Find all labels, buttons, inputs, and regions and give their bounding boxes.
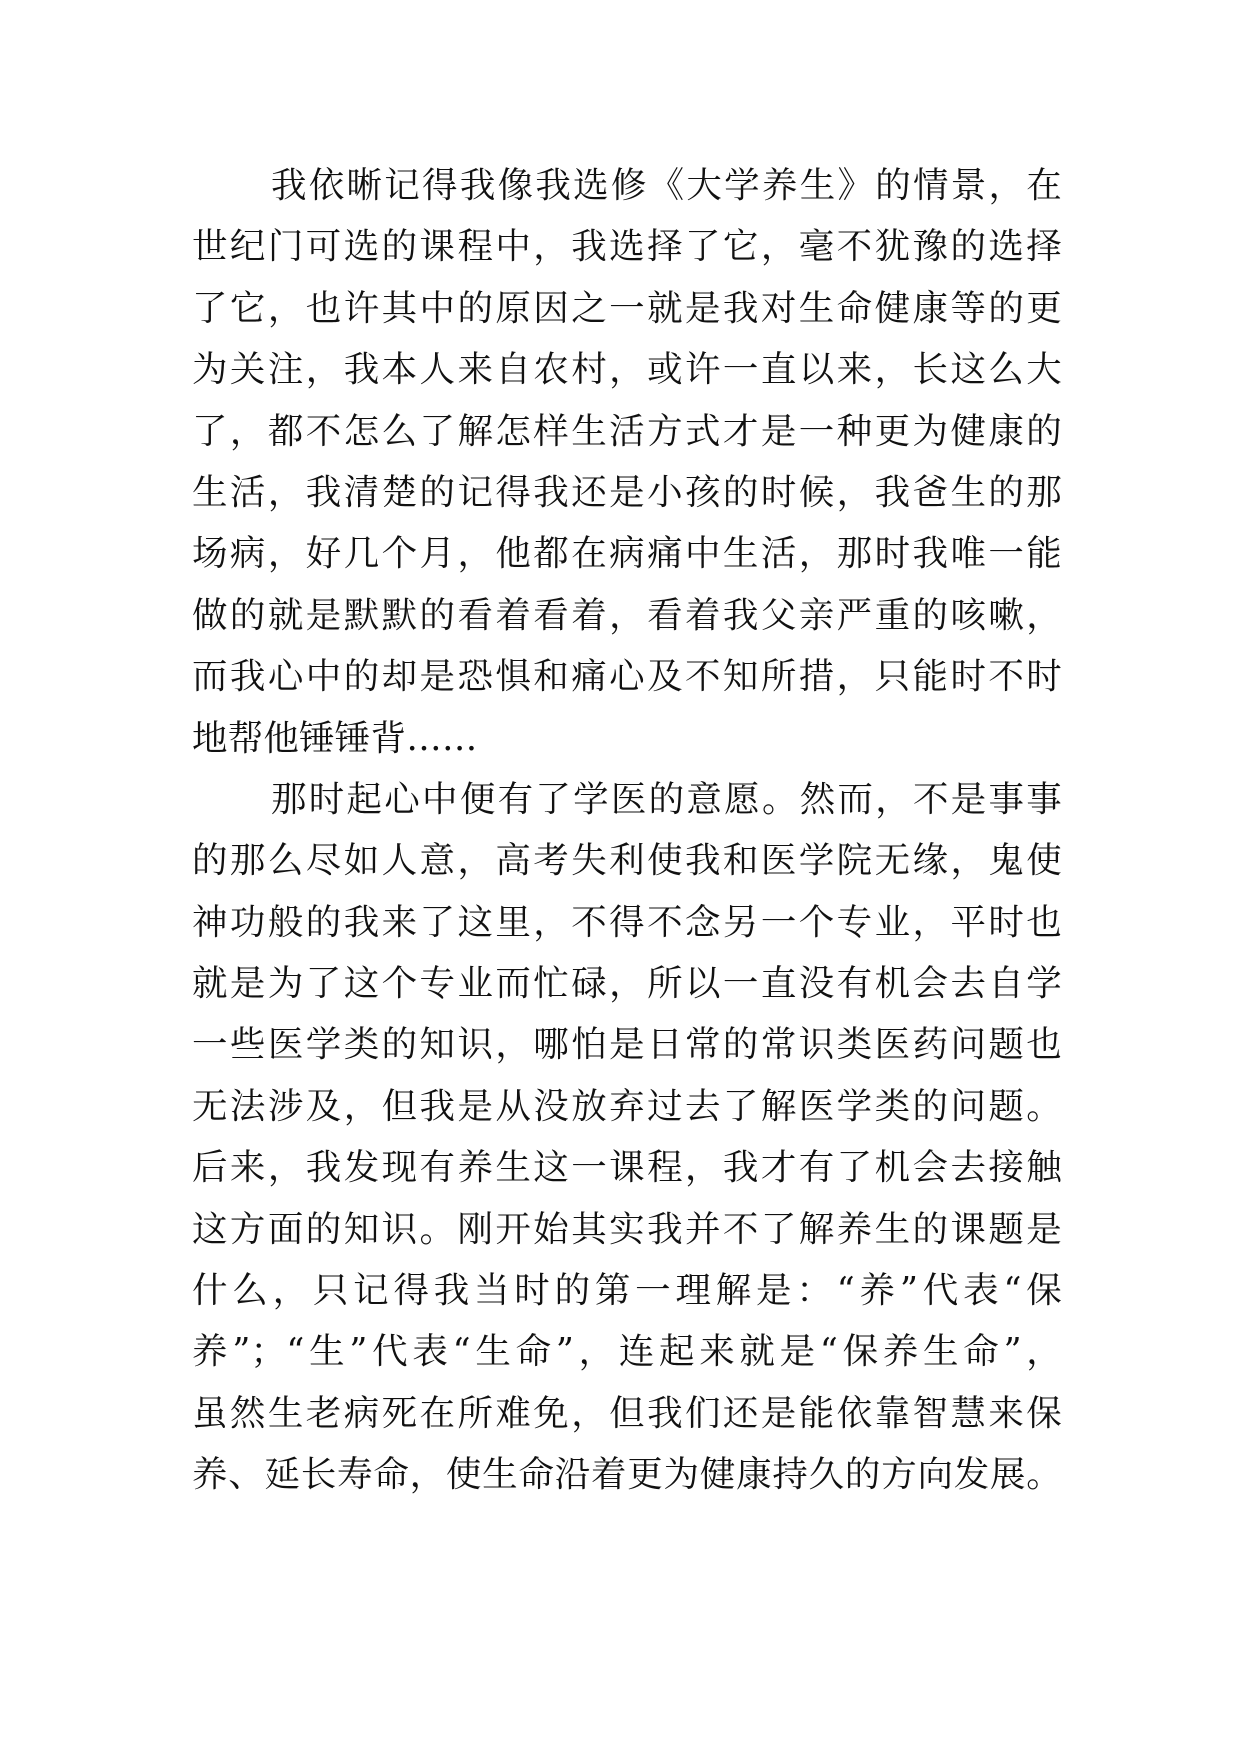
paragraph-2-line-9: 什么，只记得我当时的第一理解是：“养”代表“保: [192, 1270, 1063, 1312]
paragraph-1-line-2: 世纪门可选的课程中，我选择了它，毫不犹豫的选择: [192, 226, 1062, 268]
paragraph-1-line-6: 生活，我清楚的记得我还是小孩的时候，我爸生的那: [192, 471, 1062, 513]
paragraph-1-line-10: 地帮他锤锤背……: [192, 717, 478, 759]
paragraph-2-line-10: 养”；“生”代表“生命”，连起来就是“保养生命”，: [192, 1331, 1062, 1373]
paragraph-1-line-7: 场病，好几个月，他都在病痛中生活，那时我唯一能: [192, 533, 1062, 575]
paragraph-2-line-1: 那时起心中便有了学医的意愿。然而，不是事事: [271, 778, 1062, 820]
paragraph-1-line-4: 为关注，我本人来自农村，或许一直以来，长这么大: [192, 349, 1062, 391]
paragraph-2-line-11: 虽然生老病死在所难免，但我们还是能依靠智慧来保: [192, 1392, 1062, 1434]
paragraph-2-line-4: 就是为了这个专业而忙碌，所以一直没有机会去自学: [192, 963, 1062, 1005]
paragraph-2-line-6: 无法涉及，但我是从没放弃过去了解医学类的问题。: [192, 1085, 1062, 1127]
paragraph-1-line-3: 了它，也许其中的原因之一就是我对生命健康等的更: [192, 287, 1062, 329]
paragraph-2-line-8: 这方面的知识。刚开始其实我并不了解养生的课题是: [192, 1208, 1062, 1250]
paragraph-2-line-3: 神功般的我来了这里，不得不念另一个专业，平时也: [192, 901, 1062, 943]
body-text: [192, 155, 1062, 1506]
paragraph-2-line-7: 后来，我发现有养生这一课程，我才有了机会去接触: [192, 1147, 1062, 1189]
paragraph-1-line-8: 做的就是默默的看着看着，看着我父亲严重的咳嗽，: [192, 594, 1062, 636]
paragraph-2-line-2: 的那么尽如人意，高考失利使我和医学院无缘，鬼使: [192, 840, 1062, 882]
paragraph-1-line-1: 我依晰记得我像我选修《大学养生》的情景，在: [271, 165, 1062, 206]
paragraph-1-line-5: 了，都不怎么了解怎样生活方式才是一种更为健康的: [192, 410, 1062, 452]
paragraph-2-line-12: 养、延长寿命，使生命沿着更为健康持久的方向发展。: [192, 1454, 1062, 1496]
paragraph-1-line-9: 而我心中的却是恐惧和痛心及不知所措，只能时不时: [192, 656, 1062, 698]
paragraph-2-line-5: 一些医学类的知识，哪怕是日常的常识类医药问题也: [192, 1024, 1062, 1066]
